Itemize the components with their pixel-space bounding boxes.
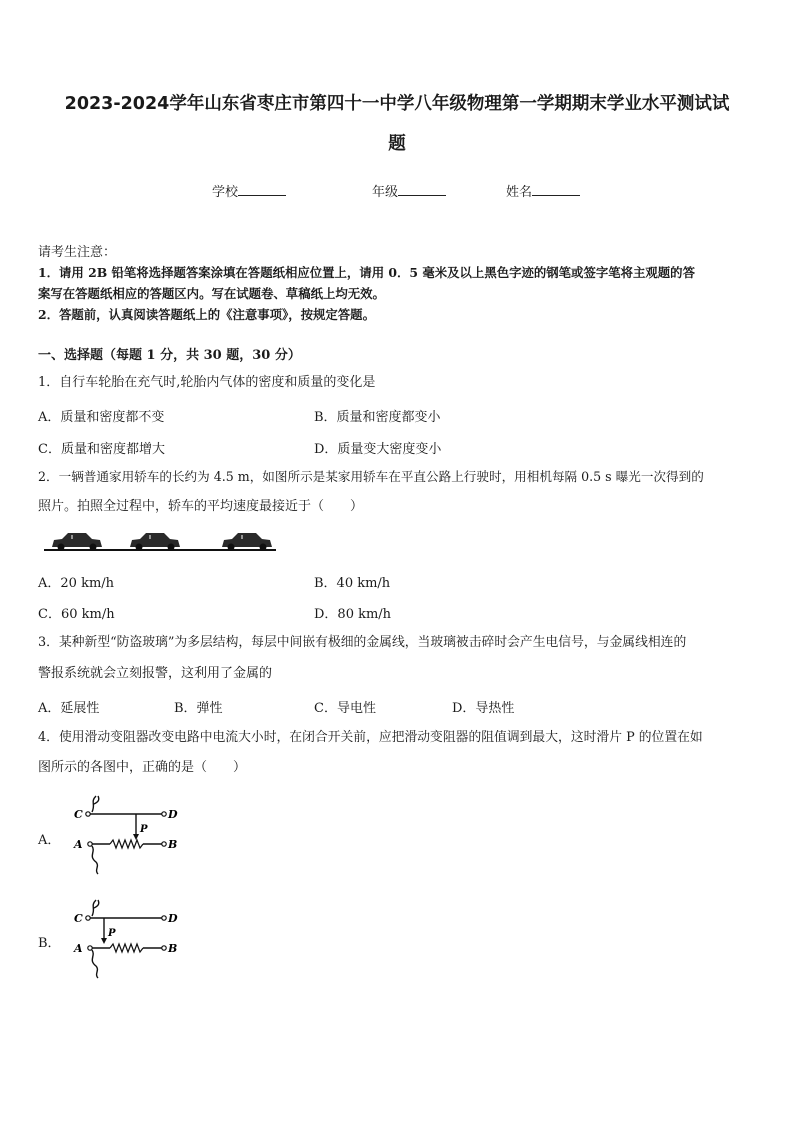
terminal-label-c: C — [74, 912, 83, 925]
notice-line-1-cont: 案写在答题纸相应的答题区内。写在试题卷、草稿纸上均无效。 — [38, 286, 385, 301]
school-field — [212, 181, 286, 200]
terminal-label-d: D — [168, 912, 178, 925]
q3-stem-line-2: 警报系统就会立刻报警，这利用了金属的 — [38, 666, 273, 681]
notice-line-1: 1．请用 2B 铅笔将选择题答案涂填在答题纸相应位置上，请用 0．5 毫米及以上黑色字迹的钢笔或签字笔将主观题的答 — [38, 265, 695, 280]
section-heading: 一、选择题（每题 1 分，共 30 题，30 分） — [38, 348, 301, 363]
school-blank — [238, 183, 286, 196]
q2-option-a: A．20 km/h — [38, 576, 115, 591]
q2-stem-line-2: 照片。拍照全过程中，轿车的平均速度最接近于（ ） — [38, 499, 364, 514]
q3-option-c: C．导电性 — [314, 701, 376, 716]
q3-option-d: D．导热性 — [452, 701, 515, 716]
terminal-label-b: B — [168, 942, 178, 955]
q4-rheostat-diagram-a — [70, 794, 190, 882]
school-label: 学校 — [212, 185, 239, 200]
q2-option-b: B．40 km/h — [314, 576, 391, 591]
q2-stem-line-1: 2．一辆普通家用轿车的长约为 4.5 m，如图所示是某家用轿车在平直公路上行驶时，用相机每隔 0.5 s 曝光一次得到的 — [38, 469, 704, 484]
car-icon — [130, 533, 180, 551]
terminal-label-c: C — [74, 808, 83, 821]
q4-option-b-label: B． — [38, 936, 61, 951]
grade-blank — [398, 183, 446, 196]
q3-option-b: B．弹性 — [174, 701, 223, 716]
car-icon — [52, 533, 102, 551]
q3-stem-line-1: 3．某种新型“防盗玻璃”为多层结构，每层中间嵌有极细的金属线，当玻璃被击碎时会产生电信号，与金属线相连的 — [38, 635, 687, 650]
q4-stem-line-1: 4．使用滑动变阻器改变电路中电流大小时，在闭合开关前，应把滑动变阻器的阻值调到最大，这时滑片 P 的位置在如 — [38, 730, 703, 745]
terminal-label-a: A — [74, 942, 83, 955]
car-icon — [222, 533, 272, 551]
q4-stem-line-2: 图所示的各图中，正确的是（ ） — [38, 760, 247, 775]
q3-option-a: A．延展性 — [38, 701, 100, 716]
q1-option-a: A．质量和密度都不变 — [38, 410, 165, 425]
slider-label-p: P — [140, 824, 148, 835]
page-title: 2023-2024学年山东省枣庄市第四十一中学八年级物理第一学期期末学业水平测试试 — [64, 94, 730, 114]
notice-heading: 请考生注意： — [38, 245, 117, 260]
q2-option-d: D．80 km/h — [314, 607, 392, 622]
q1-option-c: C．质量和密度都增大 — [38, 442, 165, 457]
page-title-continued: 题 — [388, 134, 406, 154]
q2-option-c: C．60 km/h — [38, 607, 115, 622]
q1-option-b: B．质量和密度都变小 — [314, 410, 441, 425]
slider-label-p: P — [108, 928, 116, 939]
q4-rheostat-diagram-b — [70, 898, 190, 986]
terminal-label-a: A — [74, 838, 83, 851]
grade-label: 年级 — [372, 185, 399, 200]
terminal-label-b: B — [168, 838, 178, 851]
grade-field — [372, 181, 446, 200]
notice-line-2: 2．答题前，认真阅读答题纸上的《注意事项》，按规定答题。 — [38, 307, 375, 322]
name-label: 姓名 — [506, 185, 533, 200]
q1-option-d: D．质量变大密度变小 — [314, 442, 442, 457]
q4-option-a-label: A． — [38, 833, 61, 848]
car-photo-figure — [44, 528, 276, 554]
name-field — [506, 181, 580, 200]
terminal-label-d: D — [168, 808, 178, 821]
name-blank — [532, 183, 580, 196]
q1-stem: 1．自行车轮胎在充气时,轮胎内气体的密度和质量的变化是 — [38, 375, 376, 390]
